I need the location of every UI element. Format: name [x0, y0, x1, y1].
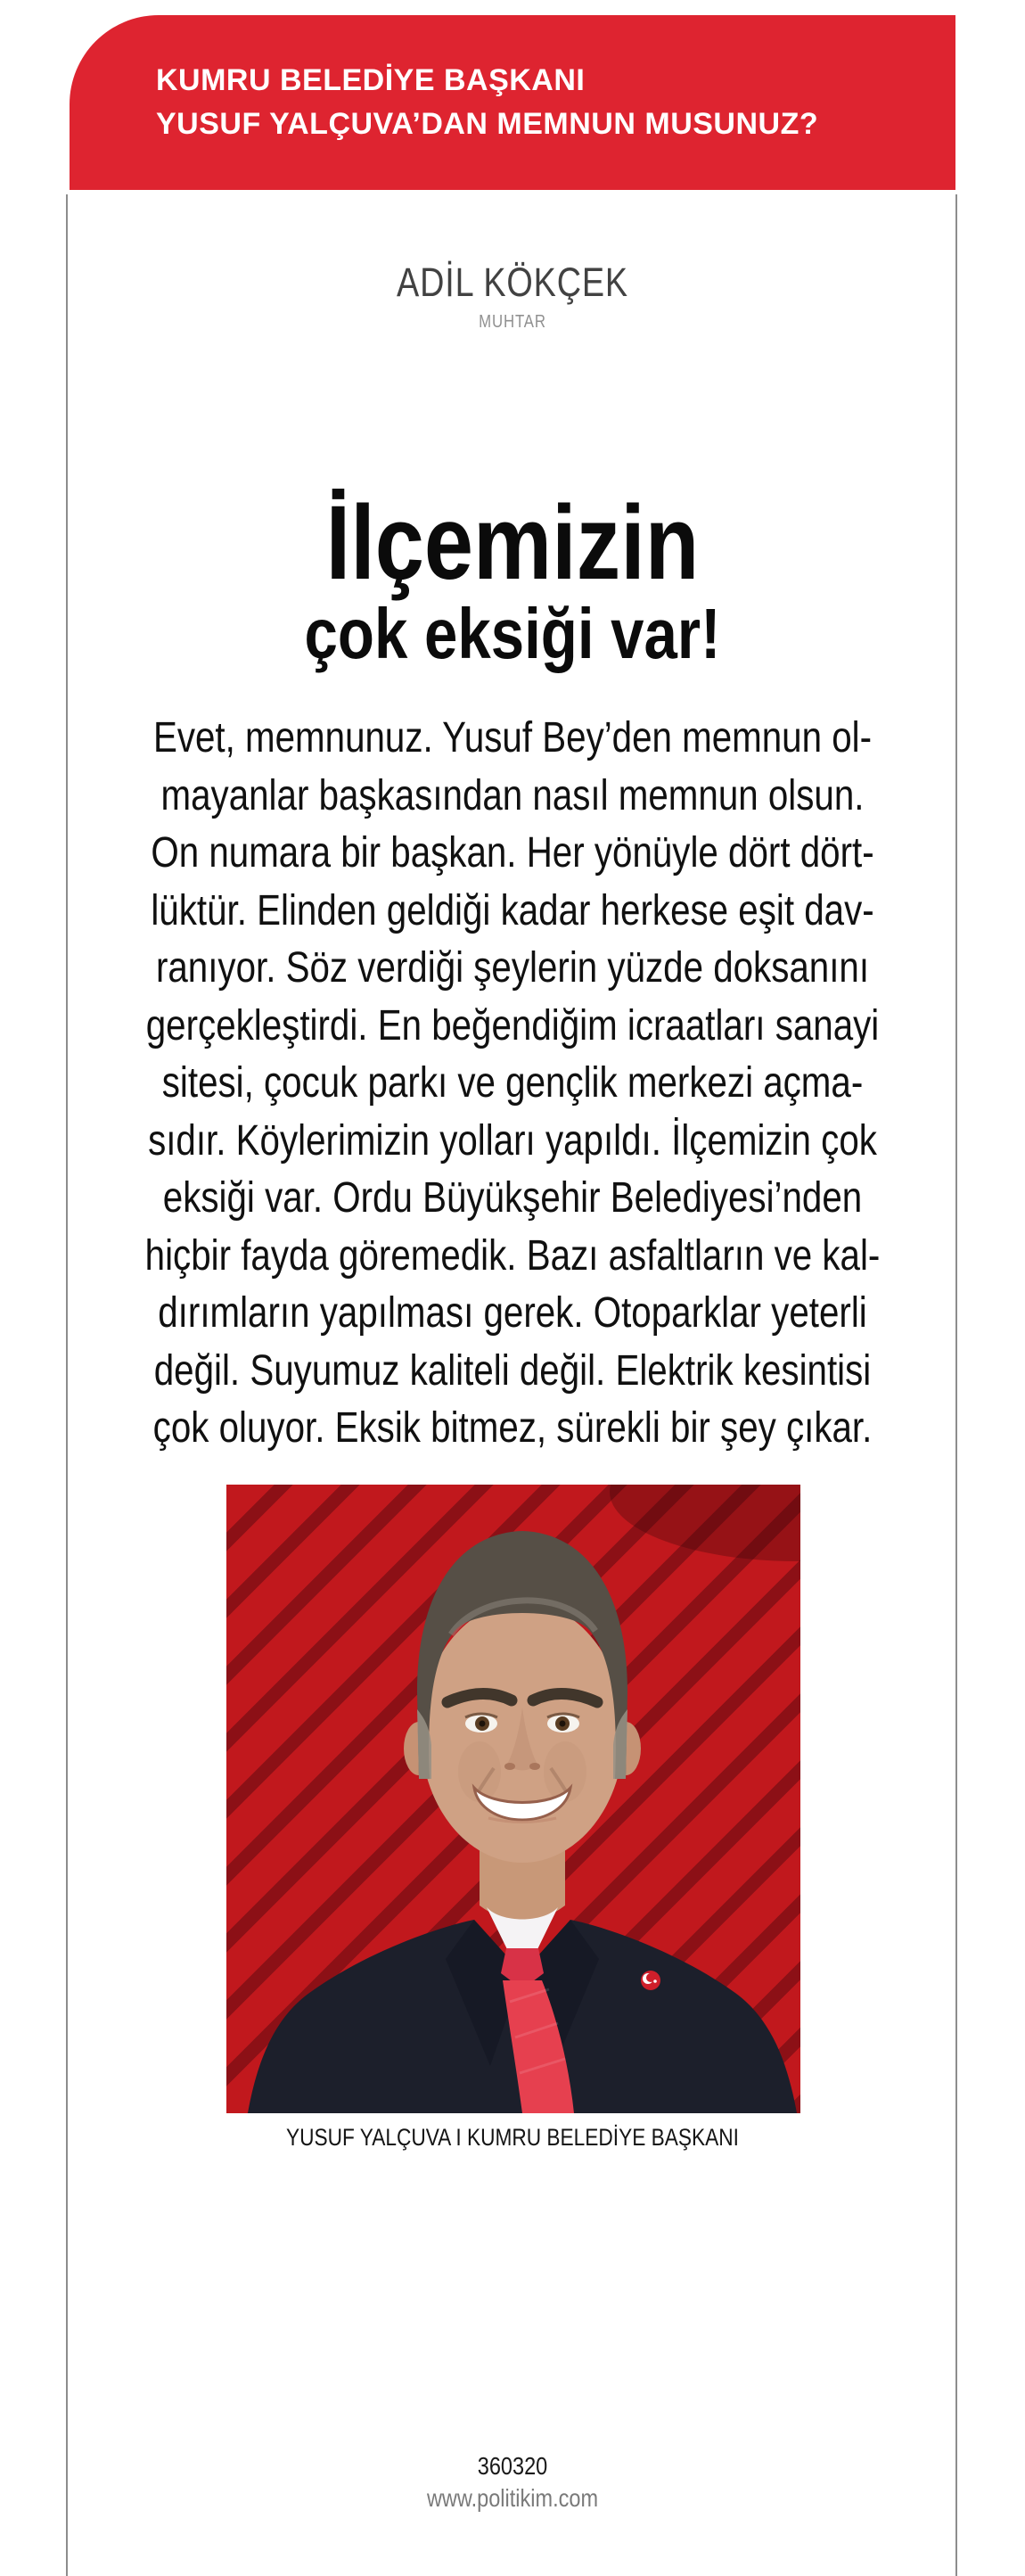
quote-paragraph: [82, 710, 943, 1458]
quote-line: sitesi, çocuk parkı ve gençlik merkezi açma-: [161, 1059, 864, 1107]
quote-line: mayanlar başkasından nasıl memnun olsun.: [160, 771, 865, 819]
respondent-name-text: ADİL KÖKÇEK: [397, 259, 628, 305]
quote-line: Evet, memnunuz. Yusuf Bey’den memnun ol-: [152, 714, 873, 761]
quote-line: eksiği var. Ordu Büyükşehir Belediyesi’nden: [162, 1174, 863, 1222]
quote-line: gerçekleştirdi. En beğendiğim icraatları sanayi: [145, 1001, 880, 1049]
quote-line: lüktür. Elinden geldiği kadar herkese eşit dav-: [151, 886, 874, 934]
question-banner: [70, 15, 955, 190]
respondent-name: [0, 259, 1025, 306]
quote-line: değil. Suyumuz kaliteli değil. Elektrik kesintisi: [153, 1346, 872, 1395]
footer-code: [0, 2452, 1025, 2481]
flag-pin-icon: [641, 1971, 660, 1990]
quote-line: hiçbir fayda göremedik. Bazı asfaltların ve kal-: [144, 1231, 881, 1280]
banner-question-line2: YUSUF YALÇUVA’DAN MEMNUN MUSUNUZ?: [156, 107, 819, 141]
quote-line: ranıyor. Söz verdiği şeylerin yüzde doksanını: [155, 944, 870, 992]
headline: [82, 484, 943, 673]
footer-code-text: 360320: [477, 2452, 548, 2480]
portrait-photo: [226, 1485, 800, 2113]
quote-line: sıdır. Köylerimizin yolları yapıldı. İlçemizin çok: [148, 1116, 877, 1165]
footer-website: [0, 2484, 1025, 2513]
photo-vignette: [610, 1485, 800, 1561]
banner-question-line1: KUMRU BELEDİYE BAŞKANI: [156, 63, 586, 97]
photo-caption: [0, 2124, 1025, 2152]
quote-line: çok oluyor. Eksik bitmez, sürekli bir şey çıkar.: [152, 1404, 873, 1452]
quote-line: On numara bir başkan. Her yönüyle dört dört-: [151, 829, 874, 876]
quote-line: dırımların yapılması gerek. Otoparklar yeterli: [158, 1289, 867, 1337]
photo-caption-text: YUSUF YALÇUVA I KUMRU BELEDİYE BAŞKANI: [286, 2124, 739, 2151]
headline-line-2: çok eksiği var!: [304, 594, 721, 673]
respondent-role: [0, 312, 1025, 333]
headline-line-1: İlçemizin: [325, 484, 700, 602]
footer-website-text: www.politikim.com: [426, 2484, 599, 2512]
respondent-role-text: MUHTAR: [479, 312, 546, 332]
mayor-portrait-illustration: [226, 1485, 800, 2113]
